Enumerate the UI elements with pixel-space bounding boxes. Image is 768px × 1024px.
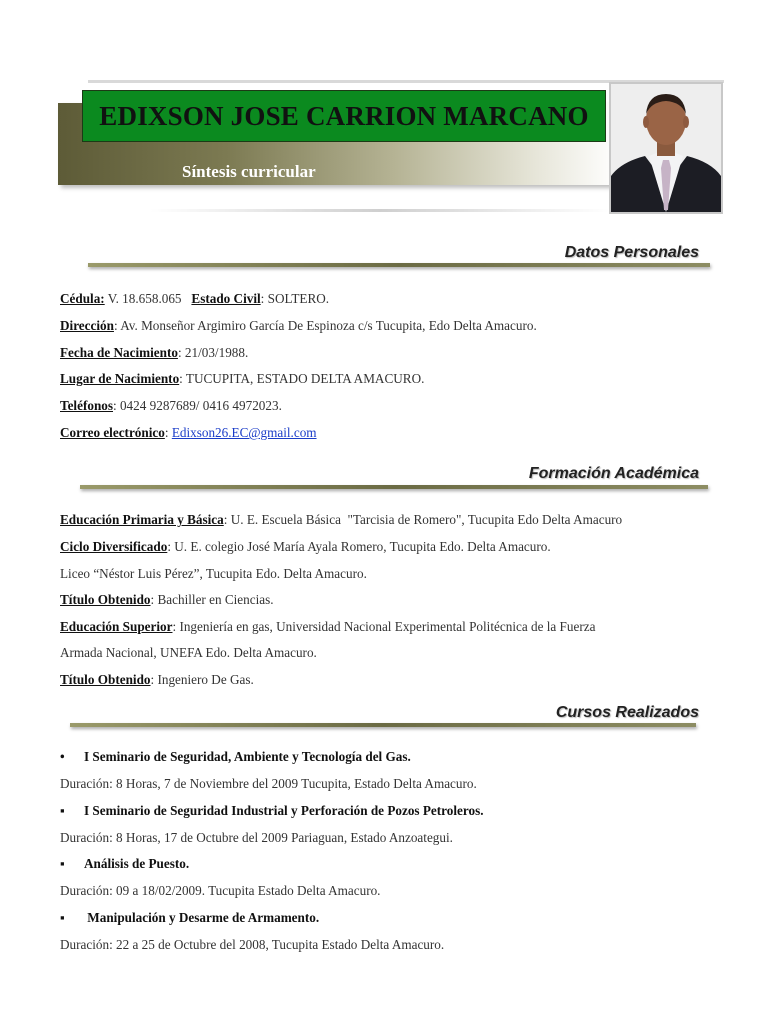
course-duration: Duración: 22 a 25 de Octubre del 2008, Tucupita Estado Delta Amacuro. xyxy=(60,937,445,952)
section-title-formacion-academica: Formación Académica xyxy=(528,465,699,482)
profile-photo xyxy=(609,82,723,214)
liceo-line: Liceo “Néstor Luis Pérez”, Tucupita Edo. Delta Amacuro. xyxy=(60,566,367,581)
lugar-nacimiento-value: : TUCUPITA, ESTADO DELTA AMACURO. xyxy=(179,371,425,386)
course-duration: Duración: 8 Horas, 17 de Octubre del 2009 Pariaguan, Estado Anzoategui. xyxy=(60,830,453,845)
correo-label: Correo electrónico xyxy=(60,425,165,440)
name-box xyxy=(82,90,606,142)
telefonos-label: Teléfonos xyxy=(60,398,113,413)
course-item xyxy=(60,910,319,926)
course-item xyxy=(60,856,189,872)
bullet-icon: ▪ xyxy=(60,910,65,925)
titulo-ingeniero-line xyxy=(60,672,254,688)
bullet-icon: • xyxy=(60,749,65,764)
course-item xyxy=(60,749,411,765)
cedula-line xyxy=(60,291,329,307)
superior-continuation: Armada Nacional, UNEFA Edo. Delta Amacuro. xyxy=(60,645,317,660)
diversificado-line xyxy=(60,539,551,555)
estado-civil-value: : SOLTERO. xyxy=(260,291,330,306)
course-name: Manipulación y Desarme de Armamento. xyxy=(84,910,320,925)
cedula-value: V. 18.658.065 xyxy=(104,291,192,306)
superior-line xyxy=(60,619,595,635)
subtitle: Síntesis curricular xyxy=(182,162,316,181)
estado-civil-label: Estado Civil xyxy=(191,291,261,306)
course-name: I Seminario de Seguridad, Ambiente y Tecnología del Gas. xyxy=(84,749,411,764)
section-rule-formacion-academica xyxy=(80,485,708,489)
course-item xyxy=(60,803,484,819)
fecha-nacimiento-label: Fecha de Nacimiento xyxy=(60,345,178,360)
header-bottom-rule xyxy=(150,209,610,212)
titulo-bachiller-line xyxy=(60,592,274,608)
diversificado-value: : U. E. colegio José María Ayala Romero, Tucupita Edo. Delta Amacuro. xyxy=(167,539,551,554)
course-name: I Seminario de Seguridad Industrial y Perforación de Pozos Petroleros. xyxy=(84,803,484,818)
titulo-ingeniero-value: : Ingeniero De Gas. xyxy=(150,672,254,687)
direccion-value: : Av. Monseñor Argimiro García De Espinoza c/s Tucupita, Edo Delta Amacuro. xyxy=(113,318,537,333)
superior-label: Educación Superior xyxy=(60,619,173,634)
email-link[interactable]: Edixson26.EC@gmail.com xyxy=(171,425,317,440)
bullet-icon: ▪ xyxy=(60,856,65,871)
primaria-label: Educación Primaria y Básica xyxy=(60,512,224,527)
section-title-datos-personales: Datos Personales xyxy=(564,244,699,261)
lugar-nacimiento-label: Lugar de Nacimiento xyxy=(60,371,180,386)
superior-value: : Ingeniería en gas, Universidad Nacional Experimental Politécnica de la Fuerza xyxy=(172,619,596,634)
fecha-nacimiento-value: : 21/03/1988. xyxy=(177,345,249,360)
direccion-label: Dirección xyxy=(60,318,114,333)
titulo-bachiller-value: : Bachiller en Ciencias. xyxy=(150,592,274,607)
telefonos-value: : 0424 9287689/ 0416 4972023. xyxy=(113,398,282,413)
lugar-nacimiento-line xyxy=(60,371,424,387)
titulo-ingeniero-label: Título Obtenido xyxy=(60,672,151,687)
section-rule-cursos-realizados xyxy=(70,723,696,727)
primaria-line xyxy=(60,512,622,528)
course-duration: Duración: 09 a 18/02/2009. Tucupita Estado Delta Amacuro. xyxy=(60,883,381,898)
full-name: EDIXSON JOSE CARRION MARCANO xyxy=(99,100,589,131)
titulo-bachiller-label: Título Obtenido xyxy=(60,592,151,607)
profile-photo-image xyxy=(611,84,721,212)
telefonos-line xyxy=(60,398,282,414)
course-duration: Duración: 8 Horas, 7 de Noviembre del 2009 Tucupita, Estado Delta Amacuro. xyxy=(60,776,477,791)
direccion-line xyxy=(60,318,537,334)
fecha-nacimiento-line xyxy=(60,345,248,361)
section-title-cursos-realizados: Cursos Realizados xyxy=(555,704,699,721)
cedula-label: Cédula: xyxy=(60,291,105,306)
correo-separator: : xyxy=(164,425,172,440)
diversificado-label: Ciclo Diversificado xyxy=(60,539,168,554)
correo-line xyxy=(60,425,317,441)
bullet-icon: ▪ xyxy=(60,803,65,818)
primaria-value: : U. E. Escuela Básica "Tarcisia de Romero", Tucupita Edo Delta Amacuro xyxy=(223,512,623,527)
course-name: Análisis de Puesto. xyxy=(84,856,190,871)
section-rule-datos-personales xyxy=(88,263,710,267)
